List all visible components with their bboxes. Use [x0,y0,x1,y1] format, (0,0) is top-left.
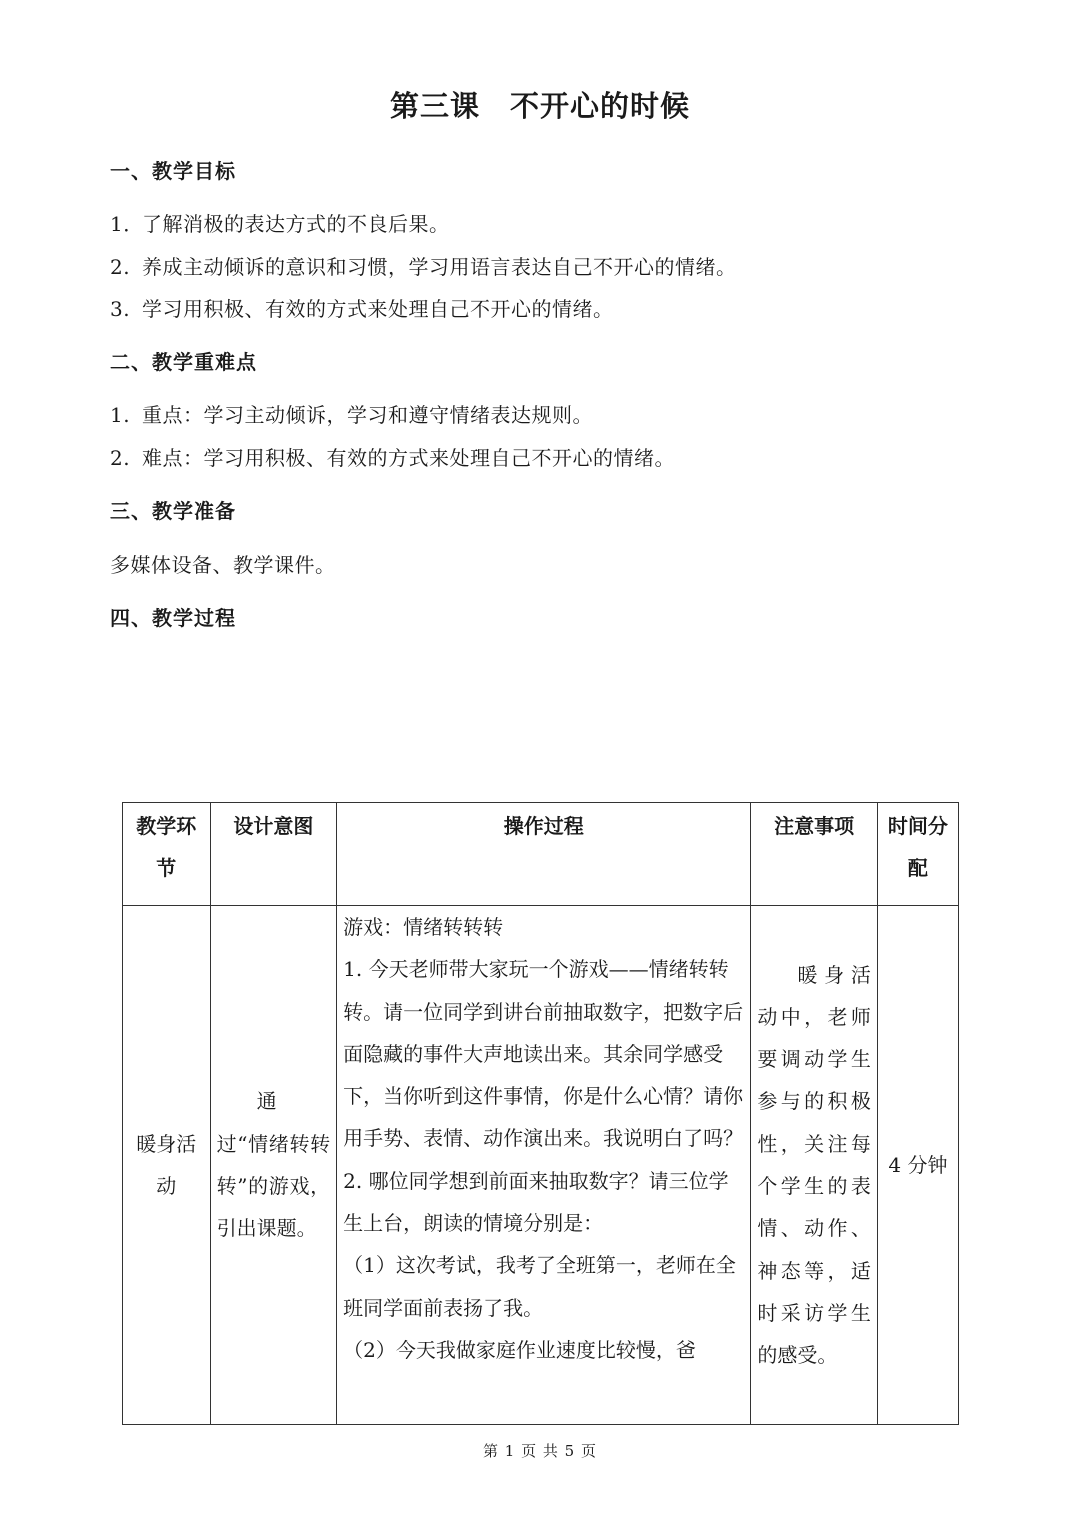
intent-text: 通 过“情绪转转转”的游戏，引出课题。 [216,1089,331,1241]
key-number: 1. [110,403,131,427]
key-item [110,399,593,428]
goal-item [110,208,450,237]
process-paragraph: 1. 今天老师带大家玩一个游戏——情绪转转转。请一位同学到讲台前抽取数字，把数字后面隐藏的事件大声地读出来。其余同学感受下，当你听到这件事情，你是什么心情？请你用手势、表情、动作演出来。我说明白了吗？ [343,957,744,1151]
key-text: 重点：学习主动倾诉，学习和遵守情绪表达规则。 [142,403,593,427]
process-paragraph: （2）今天我做家庭作业速度比较慢，爸 [343,1337,696,1362]
process-table [122,802,959,1425]
page-footer: 第 1 页 共 5 页 [483,1442,597,1460]
section-heading-process: 四、教学过程 [110,606,236,630]
goal-text: 学习用积极、有效的方式来处理自己不开心的情绪。 [142,297,614,321]
process-paragraph: （1）这次考试，我考了全班第一，老师在全班同学面前表扬了我。 [343,1253,736,1320]
key-text: 难点：学习用积极、有效的方式来处理自己不开心的情绪。 [142,446,675,470]
cell-process [337,906,751,1425]
goal-text: 养成主动倾诉的意识和习惯，学习用语言表达自己不开心的情绪。 [142,255,737,279]
cell-notes [751,906,878,1425]
header-notes: 注意事项 [751,803,878,906]
table-header-row [123,803,959,906]
goal-number: 3. [110,297,131,321]
goal-item [110,251,737,280]
header-stage: 教学环节 [123,803,211,906]
table-row [123,906,959,1425]
goal-number: 2. [110,255,131,279]
key-number: 2. [110,446,131,470]
header-time: 时间分配 [877,803,958,906]
notes-text: 暖身活动中，老师要调动学生参与的积极性，关注每个学生的表情、动作、神态等，适时采访学生的感受。 [757,962,871,1368]
page-title: 第三课 不开心的时候 [389,89,690,123]
cell-stage: 暖身活动 [123,906,211,1425]
goal-item [110,293,614,322]
prep-text: 多媒体设备、教学课件。 [110,553,336,577]
process-paragraph: 2. 哪位同学想到前面来抽取数字？请三位学生上台，朗读的情境分别是： [343,1168,729,1236]
goal-text: 了解消极的表达方式的不良后果。 [142,212,450,236]
key-item [110,442,675,471]
cell-intent [210,906,337,1425]
process-paragraph: 游戏：情绪转转转 [343,915,504,939]
header-process: 操作过程 [337,803,751,906]
section-heading-keys: 二、教学重难点 [110,350,257,374]
section-heading-prep: 三、教学准备 [110,499,236,523]
section-heading-goals: 一、教学目标 [110,159,236,183]
goal-number: 1． [110,212,144,236]
cell-time: 4 分钟 [877,906,958,1425]
header-intent: 设计意图 [210,803,337,906]
